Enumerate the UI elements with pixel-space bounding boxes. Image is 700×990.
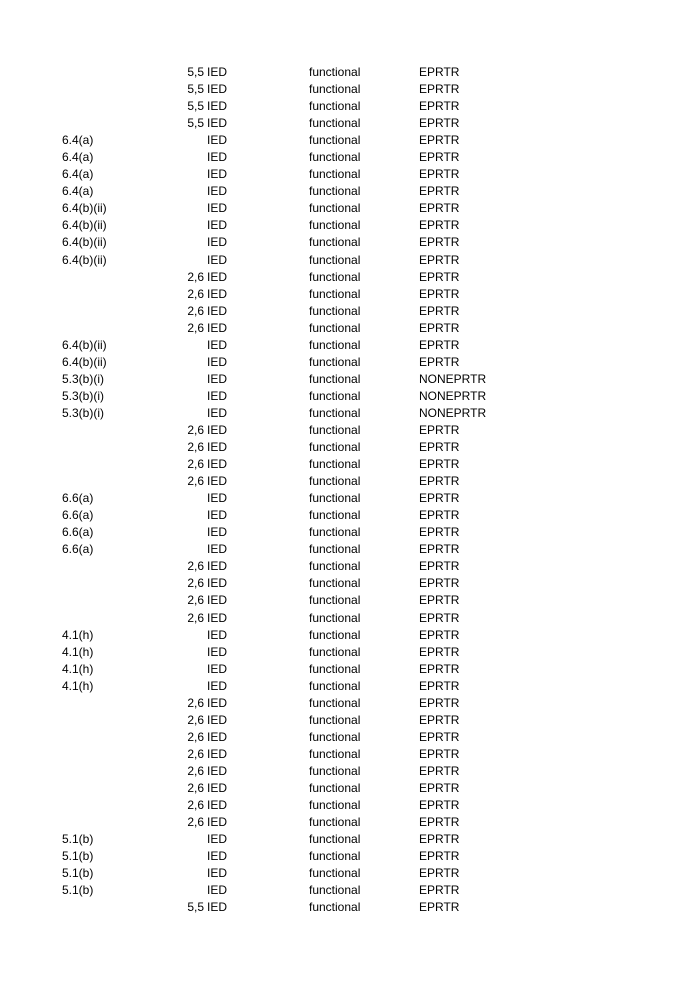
- register-cell: EPRTR: [419, 184, 460, 199]
- directive-cell: IED: [207, 371, 228, 386]
- directive-cell: IED: [207, 832, 228, 847]
- table-row: [0, 712, 700, 729]
- status-cell: functional: [309, 405, 361, 420]
- directive-cell: IED: [207, 99, 228, 114]
- directive-cell: IED: [207, 422, 228, 437]
- table-row: [0, 746, 700, 763]
- table-row: [0, 303, 700, 320]
- register-cell: EPRTR: [419, 303, 460, 318]
- register-cell: EPRTR: [419, 542, 460, 557]
- table-row: [0, 337, 700, 354]
- status-cell: functional: [309, 491, 361, 506]
- activity-code-cell: 6.6(a): [62, 508, 94, 523]
- status-cell: functional: [309, 559, 361, 574]
- directive-cell: IED: [207, 661, 228, 676]
- status-cell: functional: [309, 65, 361, 79]
- activity-code-cell: 6.4(b)(ii): [62, 235, 107, 250]
- activity-code-cell: 6.4(b)(ii): [62, 201, 107, 216]
- activity-code-cell: 5.3(b)(i): [62, 405, 105, 420]
- status-cell: functional: [309, 798, 361, 813]
- directive-cell: IED: [207, 644, 228, 659]
- directive-cell: IED: [207, 201, 228, 216]
- register-cell: EPRTR: [419, 661, 460, 676]
- activity-code-cell: 6.4(b)(ii): [62, 337, 107, 352]
- activity-code-cell: 6.4(a): [62, 184, 94, 199]
- register-cell: EPRTR: [419, 610, 460, 625]
- status-cell: functional: [309, 780, 361, 795]
- table-row: [0, 814, 700, 831]
- status-cell: functional: [309, 201, 361, 216]
- table-row: [0, 269, 700, 286]
- table-row: [0, 661, 700, 678]
- table-row: [0, 644, 700, 661]
- register-cell: EPRTR: [419, 286, 460, 301]
- value-cell: 5,5: [187, 900, 204, 915]
- table-row: [0, 797, 700, 814]
- directive-cell: IED: [207, 542, 228, 557]
- directive-cell: IED: [207, 815, 228, 830]
- directive-cell: IED: [207, 457, 228, 472]
- directive-cell: IED: [207, 508, 228, 523]
- value-cell: 2,6: [187, 610, 204, 625]
- value-cell: 2,6: [187, 286, 204, 301]
- directive-cell: IED: [207, 780, 228, 795]
- table-row: [0, 695, 700, 712]
- table-row: [0, 200, 700, 217]
- table-row: [0, 166, 700, 183]
- directive-cell: IED: [207, 627, 228, 642]
- directive-cell: IED: [207, 354, 228, 369]
- register-cell: EPRTR: [419, 644, 460, 659]
- directive-cell: IED: [207, 252, 228, 267]
- directive-cell: IED: [207, 133, 228, 148]
- table-row: [0, 763, 700, 780]
- directive-cell: IED: [207, 695, 228, 710]
- activity-code-cell: 6.4(b)(ii): [62, 354, 107, 369]
- register-cell: NONEPRTR: [419, 371, 487, 386]
- table-row: [0, 882, 700, 899]
- register-cell: EPRTR: [419, 82, 460, 97]
- table-row: [0, 831, 700, 848]
- value-cell: 2,6: [187, 712, 204, 727]
- register-cell: EPRTR: [419, 883, 460, 898]
- status-cell: functional: [309, 763, 361, 778]
- register-cell: EPRTR: [419, 576, 460, 591]
- status-cell: functional: [309, 695, 361, 710]
- status-cell: functional: [309, 883, 361, 898]
- table-row: [0, 439, 700, 456]
- register-cell: NONEPRTR: [419, 405, 487, 420]
- status-cell: functional: [309, 354, 361, 369]
- value-cell: 5,5: [187, 99, 204, 114]
- register-cell: EPRTR: [419, 269, 460, 284]
- value-cell: 5,5: [187, 82, 204, 97]
- activity-code-cell: 4.1(h): [62, 661, 94, 676]
- directive-cell: IED: [207, 763, 228, 778]
- directive-cell: IED: [207, 729, 228, 744]
- directive-cell: IED: [207, 593, 228, 608]
- table-row: [0, 234, 700, 251]
- table-row: [0, 848, 700, 865]
- value-cell: 2,6: [187, 763, 204, 778]
- status-cell: functional: [309, 218, 361, 233]
- table-row: [0, 541, 700, 558]
- activity-code-cell: 6.4(b)(ii): [62, 252, 107, 267]
- status-cell: functional: [309, 99, 361, 114]
- activity-code-cell: 5.1(b): [62, 866, 94, 881]
- table-row: [0, 592, 700, 609]
- status-cell: functional: [309, 849, 361, 864]
- register-cell: EPRTR: [419, 712, 460, 727]
- directive-cell: IED: [207, 320, 228, 335]
- table-row: [0, 865, 700, 882]
- directive-cell: IED: [207, 849, 228, 864]
- directive-cell: IED: [207, 286, 228, 301]
- directive-cell: IED: [207, 388, 228, 403]
- activity-code-cell: 5.1(b): [62, 883, 94, 898]
- table-row: [0, 115, 700, 132]
- table-row: [0, 473, 700, 490]
- status-cell: functional: [309, 815, 361, 830]
- activity-code-cell: 6.4(a): [62, 133, 94, 148]
- activity-code-cell: 4.1(h): [62, 627, 94, 642]
- directive-cell: IED: [207, 82, 228, 97]
- activity-code-cell: 6.6(a): [62, 525, 94, 540]
- table-row: [0, 149, 700, 166]
- register-cell: EPRTR: [419, 235, 460, 250]
- table-row: [0, 81, 700, 98]
- activity-code-cell: 5.3(b)(i): [62, 388, 105, 403]
- activity-code-cell: 6.6(a): [62, 542, 94, 557]
- register-cell: EPRTR: [419, 440, 460, 455]
- directive-cell: IED: [207, 474, 228, 489]
- directive-cell: IED: [207, 440, 228, 455]
- register-cell: EPRTR: [419, 150, 460, 165]
- status-cell: functional: [309, 440, 361, 455]
- directive-cell: IED: [207, 184, 228, 199]
- value-cell: 5,5: [187, 65, 204, 79]
- status-cell: functional: [309, 388, 361, 403]
- status-cell: functional: [309, 252, 361, 267]
- table-row: [0, 286, 700, 303]
- status-cell: functional: [309, 746, 361, 761]
- register-cell: EPRTR: [419, 815, 460, 830]
- register-cell: NONEPRTR: [419, 388, 487, 403]
- activity-code-cell: 6.4(b)(ii): [62, 218, 107, 233]
- value-cell: 2,6: [187, 303, 204, 318]
- register-cell: EPRTR: [419, 695, 460, 710]
- register-cell: EPRTR: [419, 763, 460, 778]
- register-cell: EPRTR: [419, 201, 460, 216]
- activity-code-cell: 5.3(b)(i): [62, 371, 105, 386]
- status-cell: functional: [309, 593, 361, 608]
- status-cell: functional: [309, 422, 361, 437]
- table-row: [0, 388, 700, 405]
- value-cell: 2,6: [187, 422, 204, 437]
- table-row: [0, 422, 700, 439]
- register-cell: EPRTR: [419, 866, 460, 881]
- activity-code-cell: 6.4(a): [62, 150, 94, 165]
- directive-cell: IED: [207, 218, 228, 233]
- register-cell: EPRTR: [419, 678, 460, 693]
- status-cell: functional: [309, 610, 361, 625]
- value-cell: 2,6: [187, 695, 204, 710]
- table-row: [0, 354, 700, 371]
- register-cell: EPRTR: [419, 252, 460, 267]
- status-cell: functional: [309, 678, 361, 693]
- table-row: [0, 98, 700, 115]
- register-cell: EPRTR: [419, 116, 460, 131]
- value-cell: 2,6: [187, 559, 204, 574]
- directive-cell: IED: [207, 866, 228, 881]
- directive-cell: IED: [207, 576, 228, 591]
- directive-cell: IED: [207, 116, 228, 131]
- value-cell: 2,6: [187, 729, 204, 744]
- status-cell: functional: [309, 661, 361, 676]
- status-cell: functional: [309, 866, 361, 881]
- directive-cell: IED: [207, 559, 228, 574]
- status-cell: functional: [309, 729, 361, 744]
- directive-cell: IED: [207, 303, 228, 318]
- activity-code-cell: 5.1(b): [62, 849, 94, 864]
- table-row: [0, 678, 700, 695]
- register-cell: EPRTR: [419, 508, 460, 523]
- directive-cell: IED: [207, 610, 228, 625]
- value-cell: 2,6: [187, 576, 204, 591]
- table-row: [0, 575, 700, 592]
- status-cell: functional: [309, 371, 361, 386]
- table-row: [0, 899, 700, 916]
- register-cell: EPRTR: [419, 65, 460, 79]
- status-cell: functional: [309, 337, 361, 352]
- register-cell: EPRTR: [419, 133, 460, 148]
- table-row: [0, 610, 700, 627]
- register-cell: EPRTR: [419, 491, 460, 506]
- status-cell: functional: [309, 525, 361, 540]
- status-cell: functional: [309, 82, 361, 97]
- register-cell: EPRTR: [419, 593, 460, 608]
- directive-cell: IED: [207, 798, 228, 813]
- directive-cell: IED: [207, 65, 228, 79]
- status-cell: functional: [309, 116, 361, 131]
- register-cell: EPRTR: [419, 627, 460, 642]
- table-row: [0, 507, 700, 524]
- status-cell: functional: [309, 457, 361, 472]
- table-row: [0, 456, 700, 473]
- status-cell: functional: [309, 832, 361, 847]
- status-cell: functional: [309, 508, 361, 523]
- register-cell: EPRTR: [419, 525, 460, 540]
- table-row: [0, 729, 700, 746]
- status-cell: functional: [309, 627, 361, 642]
- activity-code-cell: 6.4(a): [62, 167, 94, 182]
- directive-cell: IED: [207, 235, 228, 250]
- value-cell: 5,5: [187, 116, 204, 131]
- register-cell: EPRTR: [419, 320, 460, 335]
- register-cell: EPRTR: [419, 167, 460, 182]
- table-row: [0, 524, 700, 541]
- register-cell: EPRTR: [419, 99, 460, 114]
- directive-cell: IED: [207, 269, 228, 284]
- value-cell: 2,6: [187, 457, 204, 472]
- directive-cell: IED: [207, 746, 228, 761]
- directive-cell: IED: [207, 883, 228, 898]
- status-cell: functional: [309, 133, 361, 148]
- table-row: [0, 490, 700, 507]
- value-cell: 2,6: [187, 269, 204, 284]
- activity-code-cell: 4.1(h): [62, 678, 94, 693]
- status-cell: functional: [309, 542, 361, 557]
- table-row: [0, 217, 700, 234]
- status-cell: functional: [309, 167, 361, 182]
- table-row: [0, 371, 700, 388]
- table-row: [0, 558, 700, 575]
- status-cell: functional: [309, 184, 361, 199]
- table-row: [0, 183, 700, 200]
- register-cell: EPRTR: [419, 746, 460, 761]
- status-cell: functional: [309, 644, 361, 659]
- table-row: [0, 320, 700, 337]
- activity-code-cell: 5.1(b): [62, 832, 94, 847]
- status-cell: functional: [309, 150, 361, 165]
- register-cell: EPRTR: [419, 729, 460, 744]
- status-cell: functional: [309, 474, 361, 489]
- activity-code-cell: 6.6(a): [62, 491, 94, 506]
- table-row: [0, 252, 700, 269]
- value-cell: 2,6: [187, 593, 204, 608]
- status-cell: functional: [309, 320, 361, 335]
- directive-cell: IED: [207, 150, 228, 165]
- register-cell: EPRTR: [419, 780, 460, 795]
- directive-cell: IED: [207, 900, 228, 915]
- register-cell: EPRTR: [419, 218, 460, 233]
- status-cell: functional: [309, 900, 361, 915]
- directive-cell: IED: [207, 405, 228, 420]
- table-row: [0, 64, 700, 81]
- register-cell: EPRTR: [419, 457, 460, 472]
- status-cell: functional: [309, 286, 361, 301]
- register-cell: EPRTR: [419, 849, 460, 864]
- directive-cell: IED: [207, 525, 228, 540]
- value-cell: 2,6: [187, 780, 204, 795]
- directive-cell: IED: [207, 678, 228, 693]
- register-cell: EPRTR: [419, 354, 460, 369]
- table-row: [0, 627, 700, 644]
- register-cell: EPRTR: [419, 337, 460, 352]
- status-cell: functional: [309, 712, 361, 727]
- value-cell: 2,6: [187, 320, 204, 335]
- status-cell: functional: [309, 269, 361, 284]
- table-row: [0, 132, 700, 149]
- value-cell: 2,6: [187, 815, 204, 830]
- directive-cell: IED: [207, 337, 228, 352]
- value-cell: 2,6: [187, 440, 204, 455]
- directive-cell: IED: [207, 491, 228, 506]
- table-row: [0, 780, 700, 797]
- status-cell: functional: [309, 235, 361, 250]
- activity-code-cell: 4.1(h): [62, 644, 94, 659]
- register-cell: EPRTR: [419, 474, 460, 489]
- register-cell: EPRTR: [419, 559, 460, 574]
- register-cell: EPRTR: [419, 798, 460, 813]
- register-cell: EPRTR: [419, 422, 460, 437]
- register-cell: EPRTR: [419, 832, 460, 847]
- directive-cell: IED: [207, 712, 228, 727]
- table-row: [0, 405, 700, 422]
- spreadsheet-table: [0, 64, 700, 916]
- status-cell: functional: [309, 576, 361, 591]
- value-cell: 2,6: [187, 798, 204, 813]
- value-cell: 2,6: [187, 474, 204, 489]
- directive-cell: IED: [207, 167, 228, 182]
- value-cell: 2,6: [187, 746, 204, 761]
- register-cell: EPRTR: [419, 900, 460, 915]
- status-cell: functional: [309, 303, 361, 318]
